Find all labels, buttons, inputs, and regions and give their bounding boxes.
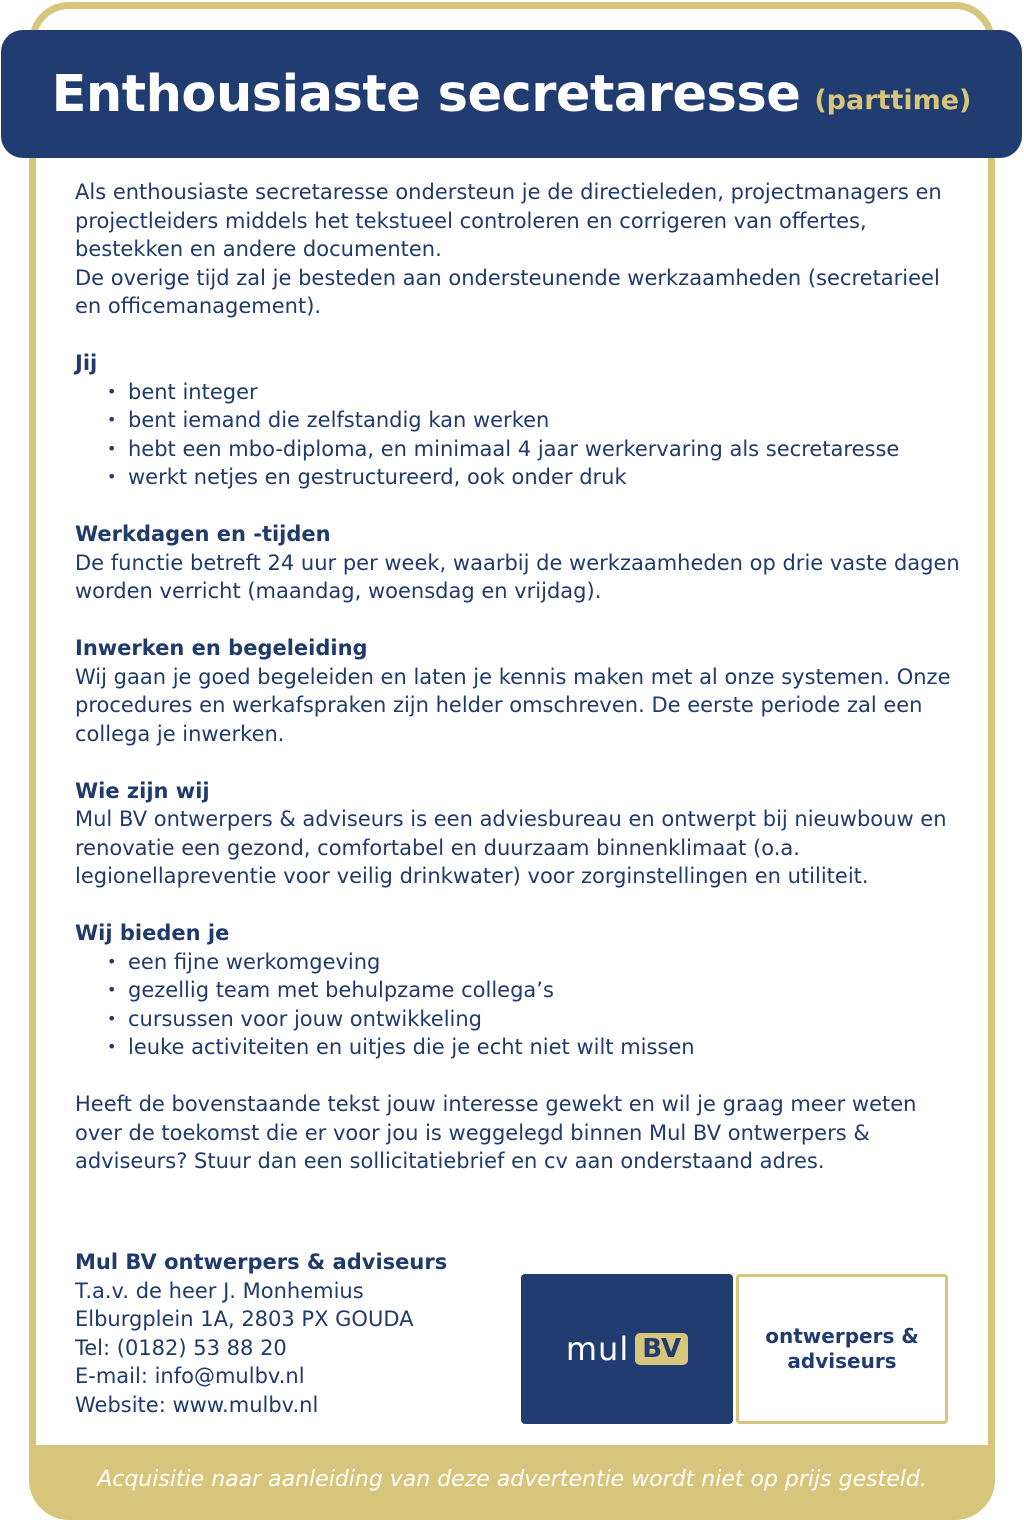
address-email[interactable]: E-mail: info@mulbv.nl bbox=[75, 1364, 305, 1388]
inwerken-text: Wij gaan je goed begeleiden en laten je kennis maken met al onze systemen. Onze procedures en werkafspraken zijn helder omschreven. De eerste periode zal een collega je inwerken. bbox=[75, 664, 951, 746]
list-item: • werkt netjes en gestructureerd, ook onder druk bbox=[75, 463, 965, 492]
company-logo bbox=[521, 1274, 733, 1424]
section-wie bbox=[75, 777, 965, 891]
intro-paragraph-2: De overige tijd zal je besteden aan ondersteunende werkzaamheden (secretarieel en officemanagement). bbox=[75, 265, 940, 318]
company-tagline-box bbox=[736, 1274, 948, 1424]
footer-disclaimer: Acquisitie naar aanleiding van deze advertentie wordt niet op prijs gesteld. bbox=[97, 1467, 927, 1492]
list-item: • cursussen voor jouw ontwikkeling bbox=[75, 1005, 965, 1034]
page-subtitle: (parttime) bbox=[814, 84, 972, 116]
address-tel: Tel: (0182) 53 88 20 bbox=[75, 1335, 287, 1360]
contact-address bbox=[75, 1248, 447, 1419]
address-attn: T.a.v. de heer J. Monhemius bbox=[75, 1278, 364, 1303]
section-title-jij: Jij bbox=[75, 351, 98, 375]
vacancy-content bbox=[75, 178, 965, 1176]
address-website[interactable]: Website: www.mulbv.nl bbox=[75, 1392, 319, 1417]
logo-mul-text: mul bbox=[565, 1330, 630, 1368]
intro-paragraph-1: Als enthousiaste secretaresse ondersteun je de directieleden, projectmanagers en projectleiders middels het tekstueel controleren en corrigeren van offertes, bestekken en andere documenten. bbox=[75, 180, 942, 261]
section-inwerken bbox=[75, 634, 965, 748]
section-title-werkdagen: Werkdagen en -tijden bbox=[75, 522, 331, 546]
section-jij bbox=[75, 349, 965, 492]
list-item: • een fijne werkomgeving bbox=[75, 948, 965, 977]
closing-text: Heeft de bovenstaande tekst jouw interesse gewekt en wil je graag meer weten over de toekomst die er voor jou is weggelegd binnen Mul BV ontwerpers & adviseurs? Stuur dan een sollicitatiebrief en cv aan onderstaand adres. bbox=[75, 1092, 917, 1173]
list-item: • bent integer bbox=[75, 378, 965, 407]
address-company: Mul BV ontwerpers & adviseurs bbox=[75, 1250, 448, 1274]
section-title-bieden: Wij bieden je bbox=[75, 921, 230, 945]
list-item: • leuke activiteiten en uitjes die je echt niet wilt missen bbox=[75, 1033, 965, 1062]
list-item: • gezellig team met behulpzame collega’s bbox=[75, 976, 965, 1005]
list-item: • hebt een mbo-diploma, en minimaal 4 jaar werkervaring als secretaresse bbox=[75, 435, 965, 464]
jij-list bbox=[75, 378, 965, 492]
section-title-wie: Wie zijn wij bbox=[75, 778, 210, 803]
tagline-line-1: ontwerpers & bbox=[765, 1324, 919, 1348]
section-title-inwerken: Inwerken en begeleiding bbox=[75, 636, 368, 660]
werkdagen-text: De functie betreft 24 uur per week, waarbij de werkzaamheden op drie vaste dagen worden verricht (maandag, woensdag en vrijdag). bbox=[75, 550, 960, 603]
wie-text: Mul BV ontwerpers & adviseurs is een adviesbureau en ontwerpt bij nieuwbouw en renovatie een gezond, comfortabel en duurzaam binnenklimaat (o.a. legionellapreventie voor veilig drinkwater) voor zorginstellingen en utiliteit. bbox=[75, 807, 947, 888]
page-title: Enthousiaste secretaresse bbox=[51, 64, 801, 124]
section-closing bbox=[75, 1090, 965, 1176]
list-item: • bent iemand die zelfstandig kan werken bbox=[75, 406, 965, 435]
section-bieden bbox=[75, 919, 965, 1062]
header-banner bbox=[1, 30, 1022, 158]
section-werkdagen bbox=[75, 520, 965, 606]
bieden-list bbox=[75, 948, 965, 1062]
tagline-line-2: adviseurs bbox=[787, 1349, 897, 1373]
logo-bv-badge: BV bbox=[635, 1333, 688, 1365]
address-street: Elburgplein 1A, 2803 PX GOUDA bbox=[75, 1307, 414, 1331]
